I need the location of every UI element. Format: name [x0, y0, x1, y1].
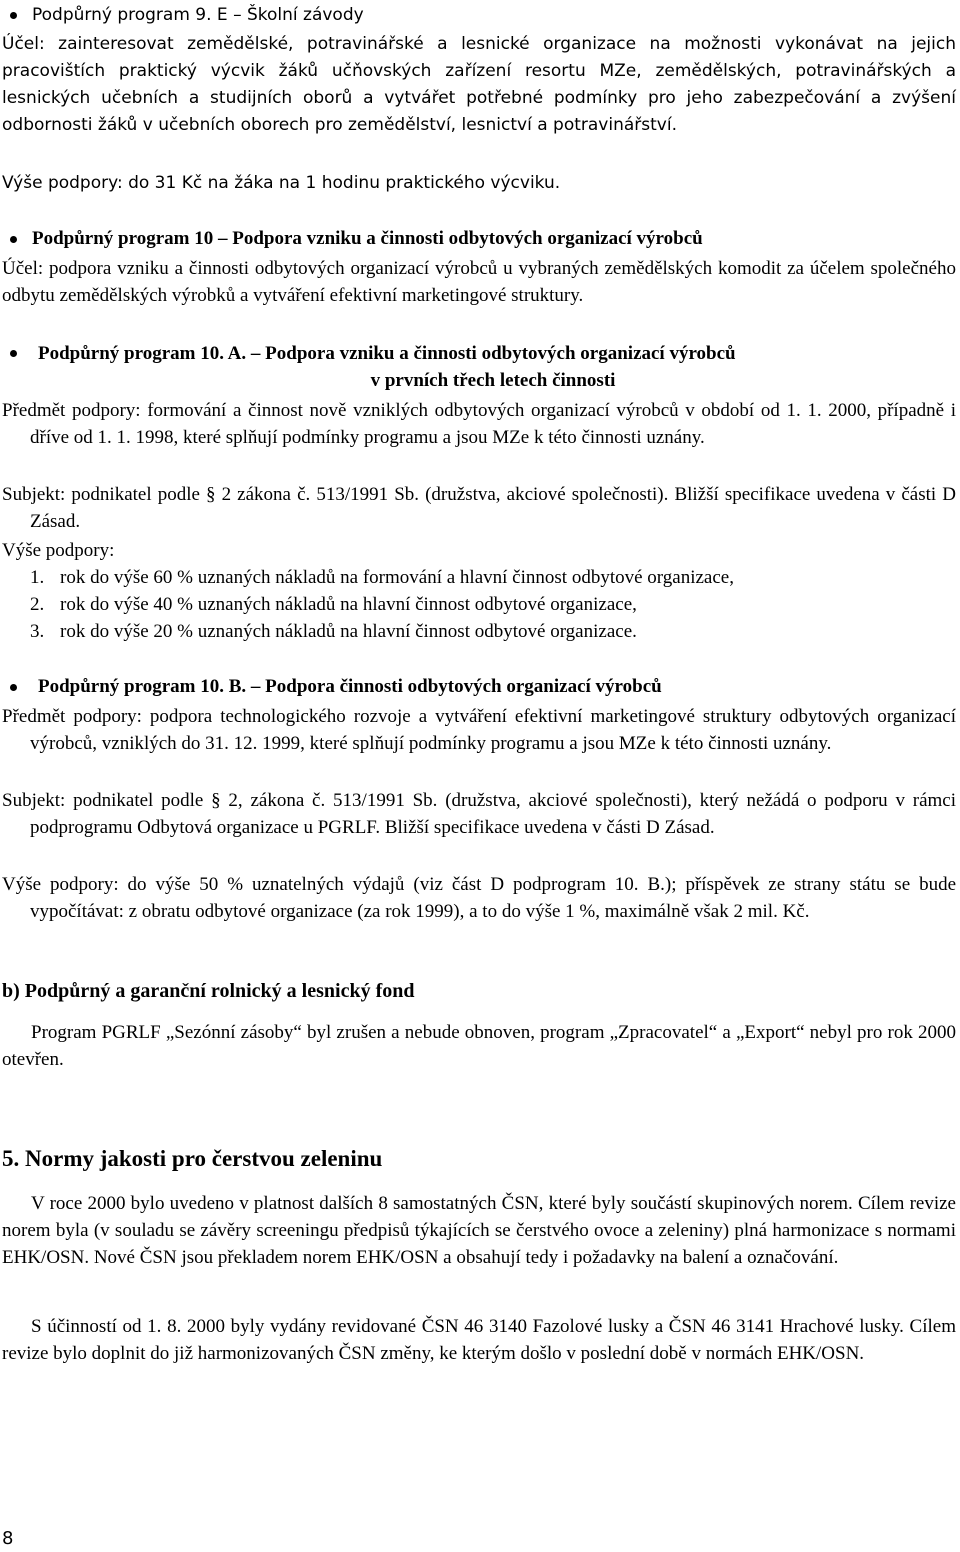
list-number: 2. — [30, 594, 45, 615]
amount-text: do výše 50 % uznatelných výdajů (viz část D podprogram 10. B.); příspěvek ze strany státu se bude vypočítávat: z obratu odbytové organizace (za rok 1999), a to do výše 1 %, maximálně však 2 mil. Kč. — [30, 874, 956, 922]
list-item — [30, 564, 956, 591]
list-text: rok do výše 60 % uznaných nákladů na formování a hlavní činnost odbytové organizace, — [60, 567, 734, 588]
program-10b-amount — [2, 871, 956, 925]
purpose-text: zainteresovat zemědělské, potravinářské a lesnické organizace na možnosti vykonávat na jejich pracovištích praktický výcvik žáků učňovských zařízení resortu MZe, zemědělských, potravinářských a lesnických učebních a studijních oborů a vytvářet potřebné podmínky pro jeho zabezpečování a zvýšení odbornosti žáků v učebních oborech pro zemědělství, lesnictví a potravinářství. — [2, 34, 956, 135]
list-item — [30, 591, 956, 618]
list-item — [30, 618, 956, 645]
bullet — [10, 12, 17, 19]
subject-matter-label: Předmět podpory: — [2, 400, 141, 421]
subject-text: podnikatel podle § 2, zákona č. 513/1991 Sb. (družstva, akciové společnosti), který nežádá o podporu v rámci podprogramu Odbytová organizace u PGRLF. Bližší specifikace uvedena v části D Zásad. — [30, 790, 956, 838]
bullet — [10, 684, 17, 691]
program-9e-purpose — [2, 31, 956, 139]
pgrlf-heading: b) Podpůrný a garanční rolnický a lesnický fond — [2, 980, 415, 1002]
vegetable-standards-heading: 5. Normy jakosti pro čerstvou zeleninu — [2, 1146, 383, 1171]
program-10b-subject-matter — [2, 703, 956, 757]
program-10-purpose — [2, 255, 956, 309]
program-9e-amount — [2, 170, 956, 197]
bullet — [10, 236, 17, 243]
section-b-heading — [2, 978, 956, 1005]
program-10a-heading-line2: v prvních třech letech činnosti — [370, 370, 616, 391]
program-10a-amount-list — [30, 564, 956, 645]
subject-matter-text: formování a činnost nově vzniklých odbytových organizací výrobců v období od 1. 1. 2000, případně i dříve od 1. 1. 1998, které splňují podmínky programu a jsou MZe k této činnosti uznány. — [30, 400, 956, 448]
program-10a-title-line2 — [30, 367, 956, 394]
program-10a-subject-matter — [2, 397, 956, 451]
amount-text: do 31 Kč na žáka na 1 hodinu praktického výcviku. — [122, 173, 561, 193]
amount-label: Výše podpory: — [2, 874, 119, 895]
section-b-text: Program PGRLF „Sezónní zásoby“ byl zrušen a nebude obnoven, program „Zpracovatel“ a „Export“ nebyl pro rok 2000 otevřen. — [2, 1022, 956, 1070]
program-10-heading: Podpůrný program 10 – Podpora vzniku a činnosti odbytových organizací výrobců — [32, 228, 703, 249]
purpose-label: Účel: — [2, 34, 45, 54]
subject-text: podnikatel podle § 2 zákona č. 513/1991 Sb. (družstva, akciové společnosti). Bližší specifikace uvedena v části D Zásad. — [30, 484, 956, 532]
program-10b-title — [38, 673, 956, 700]
section-5-paragraph-1: V roce 2000 bylo uvedeno v platnost dalších 8 samostatných ČSN, které byly součástí skupinových norem. Cílem revize norem byla (v souladu se závěry screeningu předpisů týkajících se čerstvého ovoce a zeleniny) plná harmonizace s normami EHK/OSN. Nové ČSN jsou překladem norem EHK/OSN a obsahují tedy i požadavky na balení a označování. — [2, 1193, 956, 1268]
program-9e-title: Podpůrný program 9. E – Školní závody — [32, 5, 364, 25]
list-text: rok do výše 20 % uznaných nákladů na hlavní činnost odbytové organizace. — [60, 621, 637, 642]
subject-matter-label: Předmět podpory: — [2, 706, 142, 727]
program-10a-heading: Podpůrný program 10. A. – Podpora vzniku a činnosti odbytových organizací výrobců — [38, 343, 736, 364]
program-10a-title — [38, 340, 956, 367]
list-text: rok do výše 40 % uznaných nákladů na hlavní činnost odbytové organizace, — [60, 594, 637, 615]
program-10-title — [32, 225, 956, 252]
subject-matter-text: podpora technologického rozvoje a vytváření efektivní marketingové struktury odbytových organizací výrobců, vzniklých do 31. 12. 1999, které splňují podmínky programu a jsou MZe k této činnosti uznány. — [30, 706, 956, 754]
amount-label: Výše podpory: — [2, 173, 123, 193]
bullet — [10, 350, 17, 357]
program-10a-amount-label: Výše podpory: — [2, 540, 115, 561]
subject-label: Subjekt: — [2, 790, 66, 811]
list-number: 1. — [30, 567, 45, 588]
program-10b-heading: Podpůrný program 10. B. – Podpora činnosti odbytových organizací výrobců — [38, 676, 662, 697]
section-5-heading — [2, 1145, 956, 1172]
program-10b-subject — [2, 787, 956, 841]
section-5-paragraph-2: S účinností od 1. 8. 2000 byly vydány revidované ČSN 46 3140 Fazolové lusky a ČSN 46 3141 Hrachové lusky. Cílem revize bylo doplnit do již harmonizovaných ČSN změny, ke kterým došlo v poslední době v normách EHK/OSN. — [2, 1316, 956, 1364]
purpose-text: podpora vzniku a činnosti odbytových organizací výrobců u vybraných zemědělských komodit za účelem společného odbytu zemědělských výrobků a vytváření efektivní marketingové struktury. — [2, 258, 956, 306]
purpose-label: Účel: — [2, 258, 44, 279]
subject-label: Subjekt: — [2, 484, 66, 505]
page-number: 8 — [2, 1528, 14, 1549]
list-number: 3. — [30, 621, 45, 642]
program-10a-subject — [2, 481, 956, 535]
